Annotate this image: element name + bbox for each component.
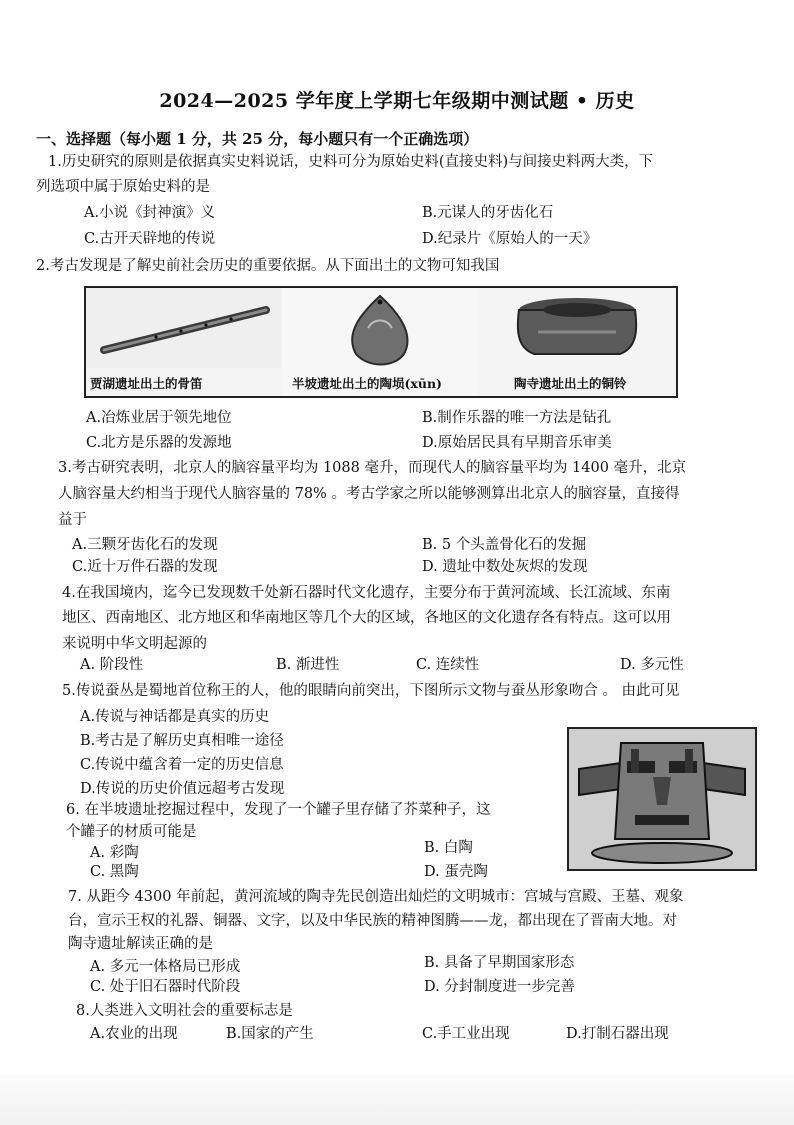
bone-flute-icon [86,288,282,368]
q5-option-c: C.传说中蕴含着一定的历史信息 [80,757,284,773]
q7-option-d: D. 分封制度进一步完善 [424,979,575,995]
q6-option-a: A. 彩陶 [90,845,139,861]
page-title: 2024—2025 学年度上学期七年级期中测试题 • 历史 [159,90,635,112]
pottery-xun-icon [282,288,478,368]
q1-stem-line1: 1.历史研究的原则是依据真实史料说话，史料可分为原始史料(直接史料)与间接史料两大类，下 [48,154,654,170]
q8-option-d: D.打制石器出现 [566,1026,669,1042]
q7-option-c: C. 处于旧石器时代阶段 [90,979,241,995]
q1-option-b: B.元谋人的牙齿化石 [422,205,554,221]
q1-option-d: D.纪录片《原始人的一天》 [422,231,598,247]
q3-stem-line1: 3.考古研究表明，北京人的脑容量平均为 1088 毫升，而现代人的脑容量平均为 1400 毫升，北京 [58,460,687,476]
q7-option-b: B. 具备了早期国家形态 [424,955,575,971]
q8-stem-line1: 8.人类进入文明社会的重要标志是 [76,1003,293,1019]
q4-option-d: D. 多元性 [620,657,684,673]
bronze-mask-image [567,727,757,871]
q4-option-a: A. 阶段性 [80,657,144,673]
q1-option-c: C.古开天辟地的传说 [84,231,216,247]
q7-stem-line3: 陶寺遗址解读正确的是 [68,936,213,952]
q2-option-a: A.冶炼业居于领先地位 [86,410,232,426]
q3-option-c: C.近十万件石器的发现 [72,559,218,575]
q6-stem-line2: 个罐子的材质可能是 [66,824,197,840]
q8-option-b: B.国家的产生 [226,1026,314,1042]
q3-option-a: A.三颗牙齿化石的发现 [72,537,218,553]
caption-bronze-bell: 陶寺遗址出土的铜铃 [514,376,627,391]
q2-option-c: C.北方是乐器的发源地 [86,435,232,451]
bone-flute-figure [86,288,282,396]
q3-option-b: B. 5 个头盖骨化石的发掘 [422,537,587,553]
q6-option-d: D. 蛋壳陶 [424,864,488,880]
q6-option-b: B. 白陶 [424,840,473,856]
bronze-bell-figure [478,288,676,396]
bronze-bell-icon [478,288,676,368]
artifact-figure-strip [84,286,678,398]
q4-stem-line2: 地区、西南地区、北方地区和华南地区等几个大的区域，各地区的文化遗存各有特点。这可以用 [62,610,671,626]
q7-option-a: A. 多元一体格局已形成 [90,959,241,975]
caption-pottery-xun: 半坡遗址出土的陶埙(xūn) [292,376,442,391]
q3-stem-line2: 人脑容量大约相当于现代人脑容量的 78% 。考古学家之所以能够测算出北京人的脑容量，直接得 [58,486,680,502]
q2-stem-line1: 2.考古发现是了解史前社会历史的重要依据。从下面出土的文物可知我国 [36,258,500,274]
q3-option-d: D. 遗址中数处灰烬的发现 [422,559,588,575]
q4-option-c: C. 连续性 [416,657,480,673]
q5-stem-line1: 5.传说蚕丛是蜀地首位称王的人，他的眼睛向前突出，下图所示文物与蚕丛形象吻合 。 由此可见 [62,683,680,699]
bronze-mask-icon [569,729,755,869]
q5-option-a: A.传说与神话都是真实的历史 [80,709,270,725]
pottery-xun-figure [282,288,478,396]
q8-option-c: C.手工业出现 [422,1026,510,1042]
q4-stem-line3: 来说明中华文明起源的 [62,636,207,652]
q2-option-d: D.原始居民具有早期音乐审美 [422,435,612,451]
section-heading: 一、选择题（每小题 1 分，共 25 分，每小题只有一个正确选项） [36,130,479,148]
q2-option-b: B.制作乐器的唯一方法是钻孔 [422,410,612,426]
q4-option-b: B. 渐进性 [276,657,340,673]
q5-option-b: B.考古是了解历史真相唯一途径 [80,733,284,749]
q6-stem-line1: 6. 在半坡遗址挖掘过程中，发现了一个罐子里存储了芥菜种子，这 [66,802,491,818]
q7-stem-line2: 台，宣示王权的礼器、铜器、文字，以及中华民族的精神图腾——龙，都出现在了晋南大地。对 [68,913,677,929]
q1-stem-line2: 列选项中属于原始史料的是 [36,179,210,195]
page-bottom-margin [0,1075,794,1125]
q1-option-a: A.小说《封神演》义 [84,205,216,221]
q5-option-d: D.传说的历史价值远超考古发现 [80,781,285,797]
q8-option-a: A.农业的出现 [90,1026,178,1042]
q3-stem-line3: 益于 [58,512,87,528]
caption-bone-flute: 贾湖遗址出土的骨笛 [90,376,203,391]
q6-option-c: C. 黑陶 [90,864,139,880]
q7-stem-line1: 7. 从距今 4300 年前起，黄河流域的陶寺先民创造出灿烂的文明城市：宫城与宫殿、王墓、观象 [68,889,684,905]
q4-stem-line1: 4.在我国境内，迄今已发现数千处新石器时代文化遗存，主要分布于黄河流域、长江流域、东南 [62,585,671,601]
